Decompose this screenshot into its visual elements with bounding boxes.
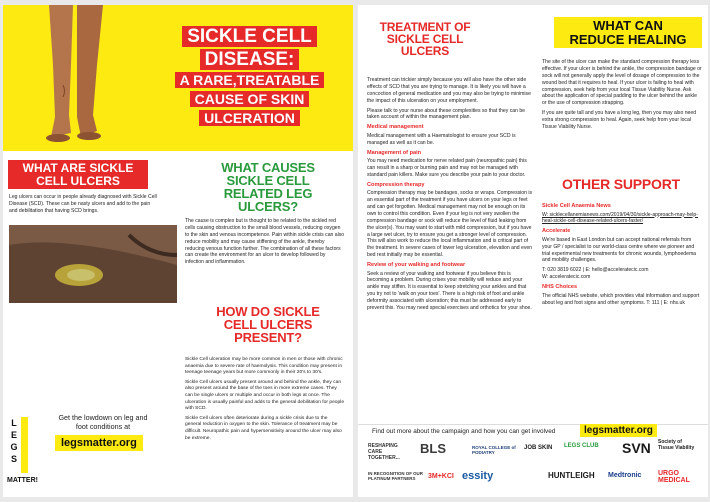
- paragraph: Sickle Cell ulcers often deteriorate during a sickle crisis due to the general reduction in oxygen to the skin. Tolerance of treatment may be difficult. Neuropathic pain and hypersensitivity around the ulcer may also be extreme.: [185, 415, 342, 441]
- subheading: Management of pain: [367, 149, 422, 156]
- paragraph: Medical management with a Haematologist to ensure your SCD is managed as well as it can be.: [367, 132, 516, 146]
- legsmatter-logo: [7, 417, 21, 466]
- huntleigh-logo: HUNTLEIGH: [548, 471, 595, 480]
- heading-line: WHAT ARE SICKLE: [22, 161, 134, 175]
- findout-text: Find out more about the campaign and how you can get involved: [372, 428, 556, 435]
- heading-line: CELL ULCERS: [36, 173, 120, 188]
- treatment-heading: [366, 21, 484, 57]
- heading-line: ULCERS: [400, 44, 450, 58]
- paragraph: The official NHS website, which provides vital information and support about leg and foot signs and other symptoms. T: 111 | E: nhs.uk: [542, 292, 700, 306]
- reduce-heading: [554, 17, 702, 48]
- ulcer-photo: [9, 225, 177, 303]
- what-are-heading: [8, 160, 148, 189]
- bls-logo: BLS: [420, 441, 446, 456]
- paragraph: Sickle Cell ulcers usually present around and behind the ankle, they can also present around the base of the toes in more extreme cases. They can be single ulcers or multiple and occur in both legs at once. The ulceration is usually painful and adds to the general debilitation for people with SCD.: [185, 379, 345, 412]
- logo-letter: S: [10, 454, 17, 465]
- paragraph: Please talk to your nurse about these complexities so that they can be taken account of within the management plan.: [367, 107, 525, 121]
- lcs-logo: LEGS CLUB: [564, 443, 599, 449]
- hero-title-line: A RARE,TREATABLE: [175, 72, 325, 88]
- recognition-text: IN RECOGNITION OF OUR PLATINUM PARTNERS: [368, 471, 423, 482]
- hero-banner: [3, 5, 353, 151]
- heading-line: PRESENT?: [234, 330, 302, 345]
- lowdown-text: [33, 413, 173, 432]
- partner-logos: [368, 437, 698, 495]
- heading-line: CELL ULCERS: [223, 317, 313, 332]
- heading-line: ULCERS?: [238, 199, 298, 214]
- lowdown-line: foot conditions at: [75, 422, 131, 432]
- how-present-body: [185, 357, 345, 445]
- contact: T: 020 3819 6022 | E: hello@acceleratecic.com: [542, 267, 649, 274]
- podiatry-logo: ROYAL COLLEGE of PODIATRY: [472, 445, 516, 455]
- heading-line: SICKLE CELL: [226, 173, 310, 188]
- paragraph: You may need medication for nerve related pain (neuropathic pain) this can result in a sharp or burning pain and may not be managed with standard pain killers. Make sure you describe your pain to your doctor.: [367, 158, 527, 178]
- heading-line: WHAT CAUSES: [221, 160, 315, 175]
- medtronic-logo: Medtronic: [608, 472, 642, 479]
- legsmatter-logo-text: MATTER!: [7, 477, 38, 484]
- what-causes-body: The cause is complex but is thought to be related to the sickled red cells causing obstruction to the small blood vessels, reducing oxygen to the skin and venous incompetence. Pain within sickle crisis can also reduce mobility and may cause stiffening of the ankle, thereby reducing venous function further. The combination of all these factors can create the environment for an ulcer to develop followed by infection and inflammation.: [185, 218, 345, 266]
- left-page: [3, 5, 353, 497]
- paragraph: We're based in East London but can accept national referrals from your GP / specialist to our world-class centre where we pioneer and trial experimental new treatments for chronic wounds, lymphoedema and mobility challenges.: [542, 236, 697, 264]
- hero-title-line: DISEASE:: [200, 49, 300, 70]
- heading-line: WHAT CAN: [593, 18, 663, 33]
- reduce-body: [542, 59, 702, 134]
- findout-link[interactable]: legsmatter.org: [580, 424, 657, 437]
- subheading: Sickle Cell Anaemia News: [542, 203, 611, 209]
- heading-line: REDUCE HEALING: [569, 31, 687, 47]
- subheading: Medical management: [367, 124, 424, 131]
- subheading: Compression therapy: [367, 181, 425, 188]
- heading-line: HOW DO SICKLE: [216, 304, 320, 319]
- paragraph: Compression therapy may be bandages, socks or wraps. Compression is an essential part of the treatment if you have ulcers on your legs or feet and can get forgotten. Medical management may not be enough on its own to control this condition. Even if your leg is not very swollen the compression bandage or sock will reduce the level of fluid leaking from the ulcer(s). You may want to start with mild compression, but if you have a large wet ulcer, try to ensure you get a stronger level of compression. This will also work to reduce the local inflammation and is critical part of the treatment. In severe cases of lower leg ulceration, elevation and even bed rest initially may be essential.: [367, 190, 533, 259]
- logo-letter: G: [10, 442, 18, 453]
- paragraph: The site of the ulcer can make the standard compression therapy less effective. If your ulcer is behind the ankle, the compression bandage or sock will not generally apply the level of dosage of compression to the wound bed that it requires to heal. If your ulcer is failing to heal with compression, seek help from your local Tissue Viability Nurse. Ask about the application of special padding to the ulcer behind the ankle or the use of compression strapping.: [542, 59, 702, 107]
- support-body: [542, 201, 702, 309]
- heading-line: RELATED LEG: [223, 186, 313, 201]
- society-logo: Society of Tissue Viability: [658, 439, 695, 451]
- what-causes-heading: [193, 161, 343, 213]
- support-heading: OTHER SUPPORT: [562, 176, 680, 192]
- paragraph: Treatment can trickier simply because you will also have the other side effects of SCD that you are trying to manage. It is likely you will have a concoction of general medication and you may also be trying to minimise the impact of this ulceration on your employment.: [367, 77, 531, 104]
- legs-photo: [11, 5, 131, 151]
- kci-logo: 3M+KCI: [428, 473, 454, 480]
- subheading: Review of your walking and footwear: [367, 262, 466, 269]
- reshaping-text: RESHAPING CARE TOGETHER...: [368, 443, 400, 461]
- web[interactable]: W: acceleratecic.com: [542, 274, 591, 281]
- paragraph: Sickle Cell ulceration may be more common in men or those with chronic anaemia due to severe rate of haemolysis. This condition may present in teenage teenage years but more commonly in their 20's to 30's.: [185, 357, 343, 376]
- support-link[interactable]: W: sicklecellanemianews.com/2019/04/30/sickle-approach-may-help-heal-sickle-cell-disease-related-ulcers-faster/: [542, 211, 698, 225]
- essity-logo: essity: [462, 470, 494, 482]
- how-present-heading: [193, 305, 343, 344]
- paragraph: Seek a review of your walking and footwear if you believe this is becoming a problem. During crises your mobility will reduce and your ankle may stiffen. It is essential to keep stretching your ankles and that you try not to 'walk on your toes'. There is a high risk of foot and ankle deformity associated with ulceration; this must be addressed early to prevent this. You may need special exercises and orthotics for your shoe.: [367, 270, 532, 311]
- treatment-body: [367, 77, 533, 315]
- hero-title-line: ULCERATION: [199, 110, 300, 126]
- svn-logo: SVN: [622, 440, 651, 456]
- subheading: Accelerate: [542, 228, 571, 235]
- right-page: [358, 5, 708, 497]
- logo-bar: [21, 417, 28, 473]
- urgo-logo: URGO MEDICAL: [658, 470, 690, 485]
- jobskin-logo: JOB SKIN: [524, 445, 553, 451]
- subheading: NHS Choices: [542, 284, 578, 291]
- heading-line: TREATMENT OF: [379, 20, 471, 34]
- hero-title: [153, 25, 346, 128]
- lowdown-line: Get the lowdown on leg and: [58, 413, 148, 422]
- paragraph: If you are quite tall and you have a long leg, then you may also need extra strong compression to heal. Again, seek help from your local Tissue Viability Nurse.: [542, 110, 697, 130]
- what-are-body: Leg ulcers can occur in people already diagnosed with Sickle Cell Disease (SCD). These can be nasty ulcers and add to the pain and debilitation that having SCD brings.: [9, 194, 157, 214]
- logo-letter: L: [11, 418, 17, 428]
- legsmatter-link[interactable]: legsmatter.org: [55, 435, 143, 451]
- hero-title-line: CAUSE OF SKIN: [190, 91, 310, 107]
- hero-title-line: SICKLE CELL: [182, 26, 317, 47]
- logo-letter: E: [10, 430, 17, 441]
- heading-line: SICKLE CELL: [386, 32, 464, 46]
